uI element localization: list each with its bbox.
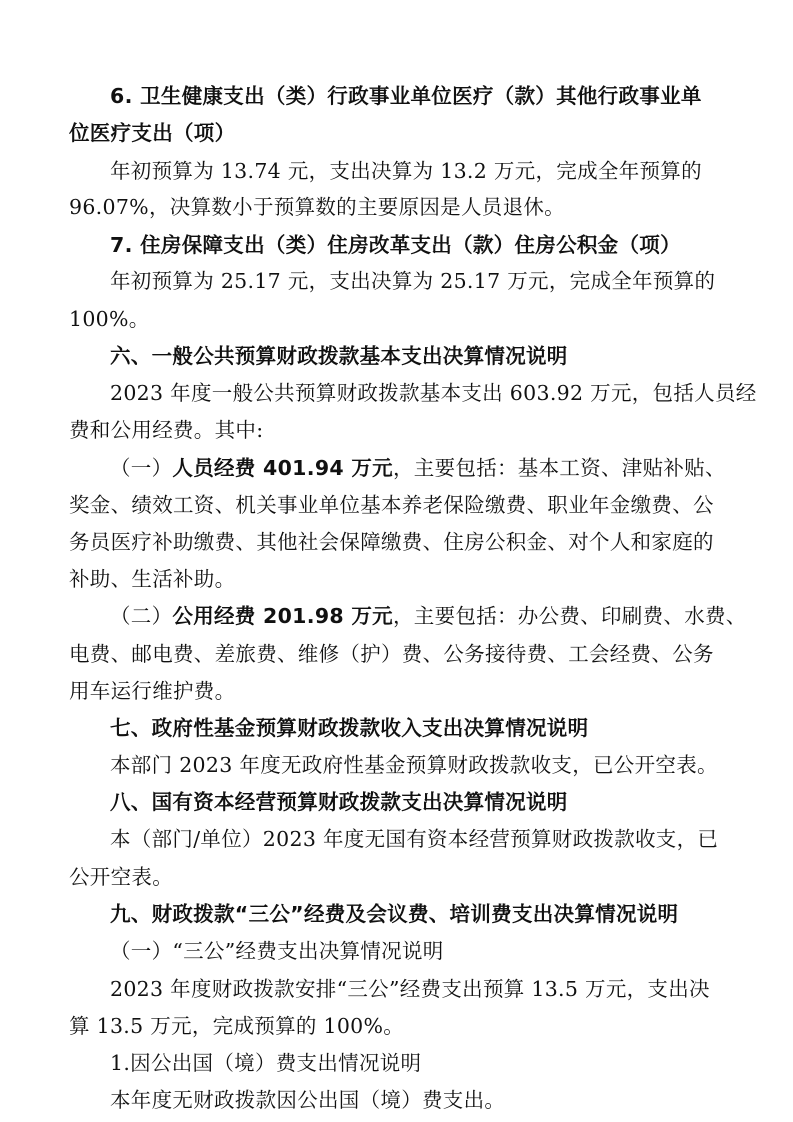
paragraph-text: 年初预算为 13.74 元，支出决算为 13.2 万元，完成全年预算的 (110, 159, 702, 183)
heading-item-7 (110, 235, 681, 256)
subheading-line (110, 1053, 421, 1074)
emphasis-text: 公用经费 201.98 万元 (172, 604, 393, 628)
paragraph-text: 费和公用经费。其中: (69, 418, 264, 442)
heading-text: 九、财政拨款“三公”经费及会议费、培训费支出决算情况说明 (110, 902, 679, 926)
paragraph-text: 年初预算为 25.17 元，支出决算为 25.17 万元，完成全年预算的 (110, 269, 716, 293)
paragraph-line (110, 606, 747, 627)
heading-text: 六、一般公共预算财政拨款基本支出决算情况说明 (110, 344, 568, 368)
paragraph-text: 电费、邮电费、差旅费、维修（护）费、公务接待费、工会经费、公务 (69, 642, 714, 666)
paragraph-text: 2023 年度一般公共预算财政拨款基本支出 603.92 万元，包括人员经 (110, 381, 757, 405)
paragraph-text: 96.07%，决算数小于预算数的主要原因是人员退休。 (69, 195, 565, 219)
heading-text: 7. 住房保障支出（类）住房改革支出（款）住房公积金（项） (110, 233, 681, 257)
paragraph-line (110, 829, 718, 850)
paragraph-line (69, 532, 714, 553)
heading-text: 6. 卫生健康支出（类）行政事业单位医疗（款）其他行政事业单 (110, 84, 702, 108)
paragraph-text: ，主要包括：办公费、印刷费、水费、 (393, 604, 747, 628)
heading-item-6 (110, 86, 702, 107)
subheading-text: 1.因公出国（境）费支出情况说明 (110, 1051, 422, 1075)
paragraph-text: （一） (110, 456, 173, 480)
heading-text: 八、国有资本经营预算财政拨款支出决算情况说明 (110, 790, 568, 814)
subheading-line (110, 941, 444, 962)
paragraph-line (69, 420, 263, 441)
paragraph-text: 公开空表。 (69, 865, 173, 889)
paragraph-text: （二） (110, 604, 173, 628)
paragraph-text: 2023 年度财政拨款安排“三公”经费支出预算 13.5 万元，支出决 (110, 977, 710, 1001)
section-heading-7 (110, 718, 588, 739)
paragraph-line (69, 569, 235, 590)
paragraph-text: 本年度无财政拨款因公出国（境）费支出。 (110, 1088, 506, 1112)
paragraph-line (69, 495, 714, 516)
paragraph-line (110, 458, 726, 479)
paragraph-line (110, 1090, 505, 1111)
paragraph-text: 100%。 (69, 307, 150, 331)
paragraph-line (69, 309, 150, 330)
paragraph-text: ，主要包括：基本工资、津贴补贴、 (393, 456, 726, 480)
paragraph-line (69, 867, 173, 888)
section-heading-6 (110, 346, 568, 367)
paragraph-line (110, 979, 710, 1000)
heading-item-6-continued (69, 123, 235, 144)
heading-text: 七、政府性基金预算财政拨款收入支出决算情况说明 (110, 716, 589, 740)
subheading-text: （一）“三公”经费支出决算情况说明 (110, 939, 444, 963)
paragraph-line (110, 383, 757, 404)
paragraph-line (69, 197, 565, 218)
heading-text: 位医疗支出（项） (69, 121, 236, 145)
section-heading-9 (110, 904, 678, 925)
paragraph-text: 用车运行维护费。 (69, 679, 236, 703)
paragraph-line (110, 271, 715, 292)
paragraph-line (69, 681, 235, 702)
paragraph-line (110, 755, 718, 776)
section-heading-8 (110, 792, 568, 813)
paragraph-line (69, 1016, 404, 1037)
paragraph-text: 奖金、绩效工资、机关事业单位基本养老保险缴费、职业年金缴费、公 (69, 493, 714, 517)
paragraph-text: 算 13.5 万元，完成预算的 100%。 (69, 1014, 405, 1038)
paragraph-text: 务员医疗补助缴费、其他社会保障缴费、住房公积金、对个人和家庭的 (69, 530, 714, 554)
paragraph-text: 本部门 2023 年度无政府性基金预算财政拨款收支，已公开空表。 (110, 753, 718, 777)
emphasis-text: 人员经费 401.94 万元 (172, 456, 393, 480)
paragraph-line (69, 644, 714, 665)
paragraph-text: 本（部门/单位）2023 年度无国有资本经营预算财政拨款收支，已 (110, 827, 719, 851)
paragraph-line (110, 161, 702, 182)
paragraph-text: 补助、生活补助。 (69, 567, 236, 591)
